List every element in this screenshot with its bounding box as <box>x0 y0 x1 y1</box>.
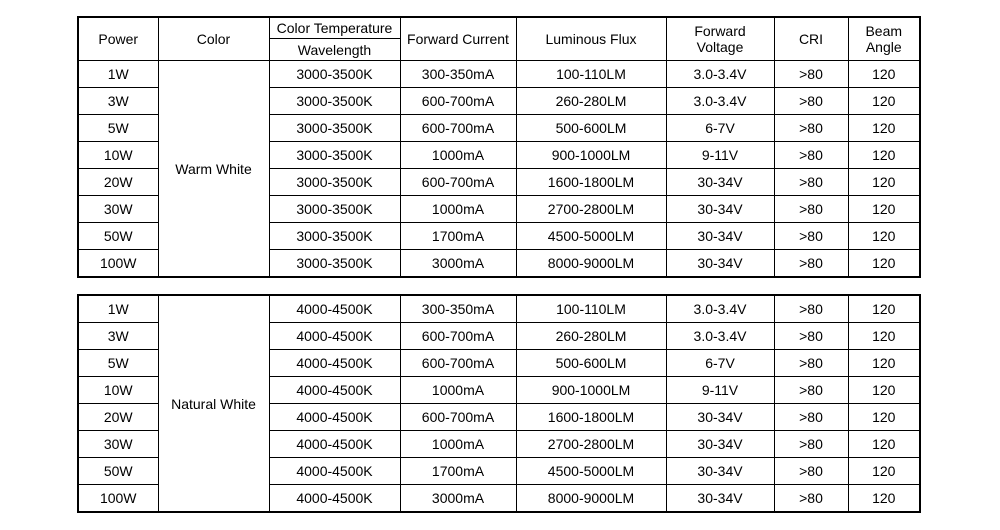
header-forward-current: Forward Current <box>400 17 516 61</box>
cell-beam-angle: 120 <box>848 142 920 169</box>
header-forward-voltage <box>666 17 774 61</box>
cell-cri: >80 <box>774 431 848 458</box>
cell-cri: >80 <box>774 196 848 223</box>
cell-color-temperature: 4000-4500K <box>269 404 400 431</box>
cell-forward-voltage: 9-11V <box>666 142 774 169</box>
cell-power: 3W <box>78 88 158 115</box>
cell-beam-angle: 120 <box>848 223 920 250</box>
cell-power: 5W <box>78 350 158 377</box>
cell-forward-current: 3000mA <box>400 250 516 278</box>
cell-power: 20W <box>78 169 158 196</box>
cell-cri: >80 <box>774 250 848 278</box>
cell-beam-angle: 120 <box>848 196 920 223</box>
cell-forward-current: 1000mA <box>400 377 516 404</box>
header-row <box>78 17 920 39</box>
cell-beam-angle: 120 <box>848 115 920 142</box>
cell-beam-angle: 120 <box>848 250 920 278</box>
cell-luminous-flux: 500-600LM <box>516 350 666 377</box>
cell-beam-angle: 120 <box>848 377 920 404</box>
cell-beam-angle: 120 <box>848 169 920 196</box>
cell-cri: >80 <box>774 377 848 404</box>
cell-forward-current: 600-700mA <box>400 404 516 431</box>
cell-color-temperature: 4000-4500K <box>269 431 400 458</box>
cell-power: 5W <box>78 115 158 142</box>
cell-color-temperature: 4000-4500K <box>269 323 400 350</box>
cell-cri: >80 <box>774 485 848 513</box>
cell-forward-voltage: 30-34V <box>666 458 774 485</box>
cell-cri: >80 <box>774 458 848 485</box>
table-body-warm-white <box>78 17 920 277</box>
cell-forward-voltage: 30-34V <box>666 431 774 458</box>
cell-color-temperature: 3000-3500K <box>269 88 400 115</box>
cell-luminous-flux: 260-280LM <box>516 323 666 350</box>
cell-beam-angle: 120 <box>848 295 920 323</box>
cell-luminous-flux: 1600-1800LM <box>516 404 666 431</box>
cell-color-temperature: 4000-4500K <box>269 458 400 485</box>
cell-beam-angle: 120 <box>848 61 920 88</box>
cell-forward-voltage: 3.0-3.4V <box>666 323 774 350</box>
cell-cri: >80 <box>774 404 848 431</box>
cell-power: 100W <box>78 250 158 278</box>
cell-power: 10W <box>78 377 158 404</box>
cell-beam-angle: 120 <box>848 323 920 350</box>
cell-forward-current: 600-700mA <box>400 350 516 377</box>
cell-beam-angle: 120 <box>848 88 920 115</box>
cell-luminous-flux: 100-110LM <box>516 295 666 323</box>
cell-forward-voltage: 30-34V <box>666 485 774 513</box>
cell-forward-voltage: 30-34V <box>666 250 774 278</box>
cell-color-temperature: 4000-4500K <box>269 485 400 513</box>
cell-cri: >80 <box>774 350 848 377</box>
cell-luminous-flux: 1600-1800LM <box>516 169 666 196</box>
cell-color-temperature: 3000-3500K <box>269 196 400 223</box>
cell-forward-current: 600-700mA <box>400 323 516 350</box>
cell-power: 100W <box>78 485 158 513</box>
cell-cri: >80 <box>774 169 848 196</box>
cell-forward-voltage: 3.0-3.4V <box>666 295 774 323</box>
cell-luminous-flux: 4500-5000LM <box>516 223 666 250</box>
cell-color-temperature: 3000-3500K <box>269 142 400 169</box>
cell-power: 50W <box>78 458 158 485</box>
cell-beam-angle: 120 <box>848 350 920 377</box>
cell-forward-current: 1000mA <box>400 196 516 223</box>
cell-luminous-flux: 8000-9000LM <box>516 485 666 513</box>
cell-forward-current: 300-350mA <box>400 61 516 88</box>
header-cri: CRI <box>774 17 848 61</box>
cell-forward-current: 3000mA <box>400 485 516 513</box>
header-wavelength: Wavelength <box>269 39 400 61</box>
spec-table-natural-white <box>77 294 921 513</box>
cell-color: Natural White <box>158 295 269 512</box>
table-row <box>78 61 920 88</box>
cell-cri: >80 <box>774 115 848 142</box>
cell-luminous-flux: 900-1000LM <box>516 142 666 169</box>
table-row <box>78 295 920 323</box>
cell-forward-current: 300-350mA <box>400 295 516 323</box>
cell-beam-angle: 120 <box>848 485 920 513</box>
cell-color-temperature: 3000-3500K <box>269 250 400 278</box>
cell-beam-angle: 120 <box>848 431 920 458</box>
cell-luminous-flux: 260-280LM <box>516 88 666 115</box>
cell-forward-voltage: 3.0-3.4V <box>666 88 774 115</box>
cell-power: 20W <box>78 404 158 431</box>
cell-luminous-flux: 8000-9000LM <box>516 250 666 278</box>
cell-forward-current: 600-700mA <box>400 115 516 142</box>
cell-color-temperature: 3000-3500K <box>269 223 400 250</box>
cell-color-temperature: 3000-3500K <box>269 61 400 88</box>
cell-power: 30W <box>78 196 158 223</box>
cell-cri: >80 <box>774 61 848 88</box>
cell-forward-voltage: 30-34V <box>666 196 774 223</box>
header-beam-angle <box>848 17 920 61</box>
cell-power: 3W <box>78 323 158 350</box>
cell-luminous-flux: 100-110LM <box>516 61 666 88</box>
cell-forward-voltage: 9-11V <box>666 377 774 404</box>
cell-power: 1W <box>78 295 158 323</box>
cell-forward-current: 1000mA <box>400 142 516 169</box>
cell-luminous-flux: 500-600LM <box>516 115 666 142</box>
cell-beam-angle: 120 <box>848 458 920 485</box>
cell-power: 10W <box>78 142 158 169</box>
cell-power: 30W <box>78 431 158 458</box>
cell-forward-voltage: 30-34V <box>666 223 774 250</box>
cell-forward-voltage: 30-34V <box>666 169 774 196</box>
cell-cri: >80 <box>774 88 848 115</box>
cell-cri: >80 <box>774 323 848 350</box>
header-color: Color <box>158 17 269 61</box>
cell-color-temperature: 4000-4500K <box>269 350 400 377</box>
cell-power: 50W <box>78 223 158 250</box>
cell-power: 1W <box>78 61 158 88</box>
cell-color-temperature: 3000-3500K <box>269 115 400 142</box>
cell-forward-current: 1000mA <box>400 431 516 458</box>
cell-cri: >80 <box>774 295 848 323</box>
cell-forward-current: 600-700mA <box>400 169 516 196</box>
cell-luminous-flux: 900-1000LM <box>516 377 666 404</box>
cell-forward-current: 600-700mA <box>400 88 516 115</box>
cell-cri: >80 <box>774 223 848 250</box>
header-power: Power <box>78 17 158 61</box>
cell-luminous-flux: 2700-2800LM <box>516 431 666 458</box>
cell-color-temperature: 3000-3500K <box>269 169 400 196</box>
header-color-temperature: Color Temperature <box>269 17 400 39</box>
cell-color: Warm White <box>158 61 269 278</box>
cell-forward-voltage: 3.0-3.4V <box>666 61 774 88</box>
spec-table-warm-white <box>77 16 921 278</box>
cell-forward-voltage: 6-7V <box>666 350 774 377</box>
cell-luminous-flux: 4500-5000LM <box>516 458 666 485</box>
header-beam-angle-text: Beam Angle <box>865 23 903 55</box>
cell-forward-voltage: 30-34V <box>666 404 774 431</box>
header-forward-voltage-text: Forward Voltage <box>694 23 746 55</box>
cell-color-temperature: 4000-4500K <box>269 377 400 404</box>
cell-forward-current: 1700mA <box>400 223 516 250</box>
header-luminous-flux: Luminous Flux <box>516 17 666 61</box>
cell-beam-angle: 120 <box>848 404 920 431</box>
cell-forward-current: 1700mA <box>400 458 516 485</box>
cell-luminous-flux: 2700-2800LM <box>516 196 666 223</box>
cell-forward-voltage: 6-7V <box>666 115 774 142</box>
cell-cri: >80 <box>774 142 848 169</box>
cell-color-temperature: 4000-4500K <box>269 295 400 323</box>
table-body-natural-white <box>78 295 920 512</box>
